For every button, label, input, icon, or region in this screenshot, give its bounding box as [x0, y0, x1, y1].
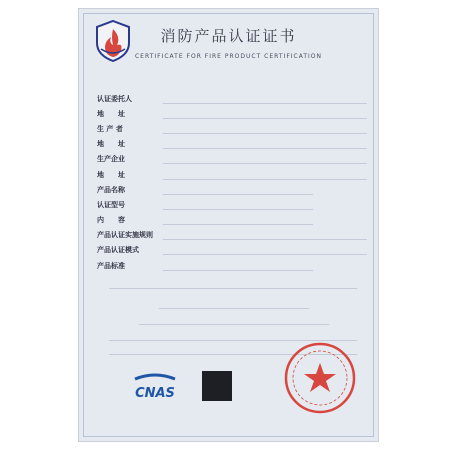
field-implementation-rule [97, 228, 367, 243]
field-label: 产品名称 [97, 185, 125, 194]
field-label: 认证型号 [97, 200, 125, 209]
field-value [163, 261, 313, 271]
field-label: 生产企业 [97, 155, 125, 164]
certificate-title-english: CERTIFICATE FOR FIRE PRODUCT CERTIFICATION [134, 53, 323, 60]
cnas-logo-text: CNAS [135, 386, 175, 401]
official-seal-icon [283, 341, 357, 415]
field-factory-address [97, 167, 367, 182]
field-label: 生 产 者 [97, 124, 123, 133]
field-label: 内 容 [97, 216, 125, 225]
field-manufacturer [97, 121, 367, 136]
field-label: 产品标准 [97, 261, 125, 270]
field-label: 地 址 [97, 109, 125, 118]
certificate-statement [109, 281, 357, 289]
field-value [163, 215, 313, 225]
field-value [163, 139, 367, 149]
issue-date [159, 301, 309, 309]
qr-code-icon [202, 371, 232, 401]
field-standard [97, 258, 367, 273]
field-factory [97, 152, 367, 167]
field-label: 产品认证模式 [97, 246, 139, 255]
field-value [163, 245, 367, 255]
field-value [163, 154, 367, 164]
certificate-title: 消防产品认证证书 [160, 27, 297, 45]
field-value [163, 124, 367, 134]
field-label: 产品认证实施规则 [97, 231, 153, 240]
validity-period [139, 317, 329, 325]
certificate-fields [97, 91, 367, 273]
field-label: 地 址 [97, 140, 125, 149]
field-content [97, 213, 367, 228]
cnas-logo [129, 373, 181, 407]
field-value [163, 170, 367, 180]
field-manufacturer-address [97, 137, 367, 152]
certificate-page [78, 8, 379, 442]
field-product-name [97, 182, 367, 197]
field-applicant-address [97, 106, 367, 121]
field-value [163, 230, 367, 240]
field-applicant [97, 91, 367, 106]
field-label: 地 址 [97, 170, 125, 179]
field-value [163, 94, 367, 104]
field-value [163, 200, 313, 210]
certificate-note-line-1 [109, 333, 357, 341]
field-certification-mode [97, 243, 367, 258]
field-certified-model [97, 197, 367, 212]
field-value [163, 109, 367, 119]
field-label: 认证委托人 [97, 94, 132, 103]
field-value [163, 185, 313, 195]
